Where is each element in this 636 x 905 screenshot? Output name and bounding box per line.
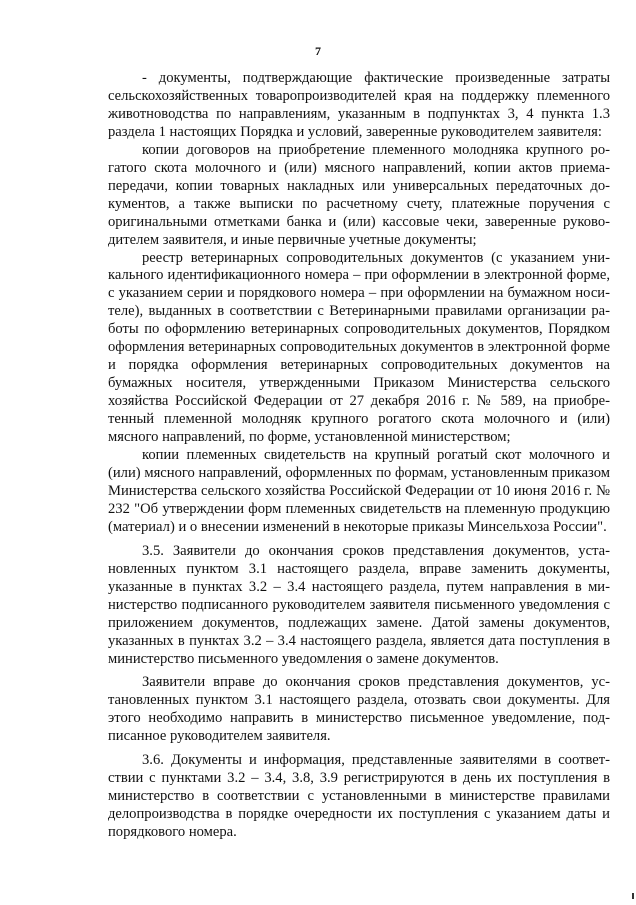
paragraph-veterinary-register: реестр ветеринарных сопроводительных документов (с указанием уникального идентификационного номера – при оформлении в электронной форме, с указанием серии и порядкового номера – при оформлении на бумажном носителе), выданных в соответствии с Ветеринарными правилами организации работы по оформлению ветеринарных сопроводительных документов, Порядком оформления ветеринарных сопроводительных документов в электронной форме и порядка оформления ветеринарных сопроводительных документов на бумажных носителя, утвержденными Приказом Министерства сельского хозяйства Российской Федерации от 27 декабря 2016 г. № 589, на приобретенный племенной молодняк крупного рогатого скота молочного и (или) мясного направлений, по форме, установленной министерством; bbox=[108, 249, 610, 446]
paragraph-contract-copies: копии договоров на приобретение племенного молодняка крупного рогатого скота молочного и (или) мясного направлений, копии актов приема-передачи, копии товарных накладных или универсальных передаточных документов, а также выписки по расчетному счету, платежные поручения с оригинальными отметками банка и (или) кассовые чеки, заверенные руководителем заявителя, и иные первичные учетные документы; bbox=[108, 141, 610, 248]
page-number: 7 bbox=[315, 44, 321, 58]
document-body bbox=[108, 70, 610, 842]
paragraph-section-3-5: 3.5. Заявители до окончания сроков представления документов, установленных пунктом 3.1 настоящего раздела, вправе заменить документы, указанные в пунктах 3.2 – 3.4 настоящего раздела, путем направления в министерство подписанного руководителем заявителя письменного уведомления с приложением документов, подлежащих замене. Датой замены документов, указанных в пунктах 3.2 – 3.4 настоящего раздела, является дата поступления в министерство письменного уведомления о замене документов. bbox=[108, 542, 610, 667]
paragraph-withdrawal: Заявители вправе до окончания сроков представления документов, установленных пунктом 3.1 настоящего раздела, отозвать свои документы. Для этого необходимо направить в министерство письменное уведомление, подписанное руководителем заявителя. bbox=[108, 674, 610, 745]
paragraph-section-3-6: 3.6. Документы и информация, представленные заявителями в соответствии с пунктами 3.2 – 3.4, 3.8, 3.9 регистрируются в день их поступления в министерство в соответствии с установленными в министерстве правилами делопроизводства в порядке очередности их поступления с указанием даты и порядкового номера. bbox=[108, 752, 610, 841]
paragraph-breeding-certificates: копии племенных свидетельств на крупный рогатый скот молочного и (или) мясного направлений, оформленных по формам, установленным приказом Министерства сельского хозяйства Российской Федерации от 10 июня 2016 г. № 232 "Об утверждении форм племенных свидетельств на племенную продукцию (материал) и о внесении изменений в некоторые приказы Минсельхоза России". bbox=[108, 447, 610, 535]
paragraph-supporting-documents: - документы, подтверждающие фактические произведенные затраты сельскохозяйственных товаропроизводителей края на поддержку племенного животноводства по направлениям, указанным в подпунктах 3, 4 пункта 1.3 раздела 1 настоящих Порядка и условий, заверенные руководителем заявителя: bbox=[108, 70, 610, 140]
scan-edge-mark bbox=[632, 893, 634, 899]
